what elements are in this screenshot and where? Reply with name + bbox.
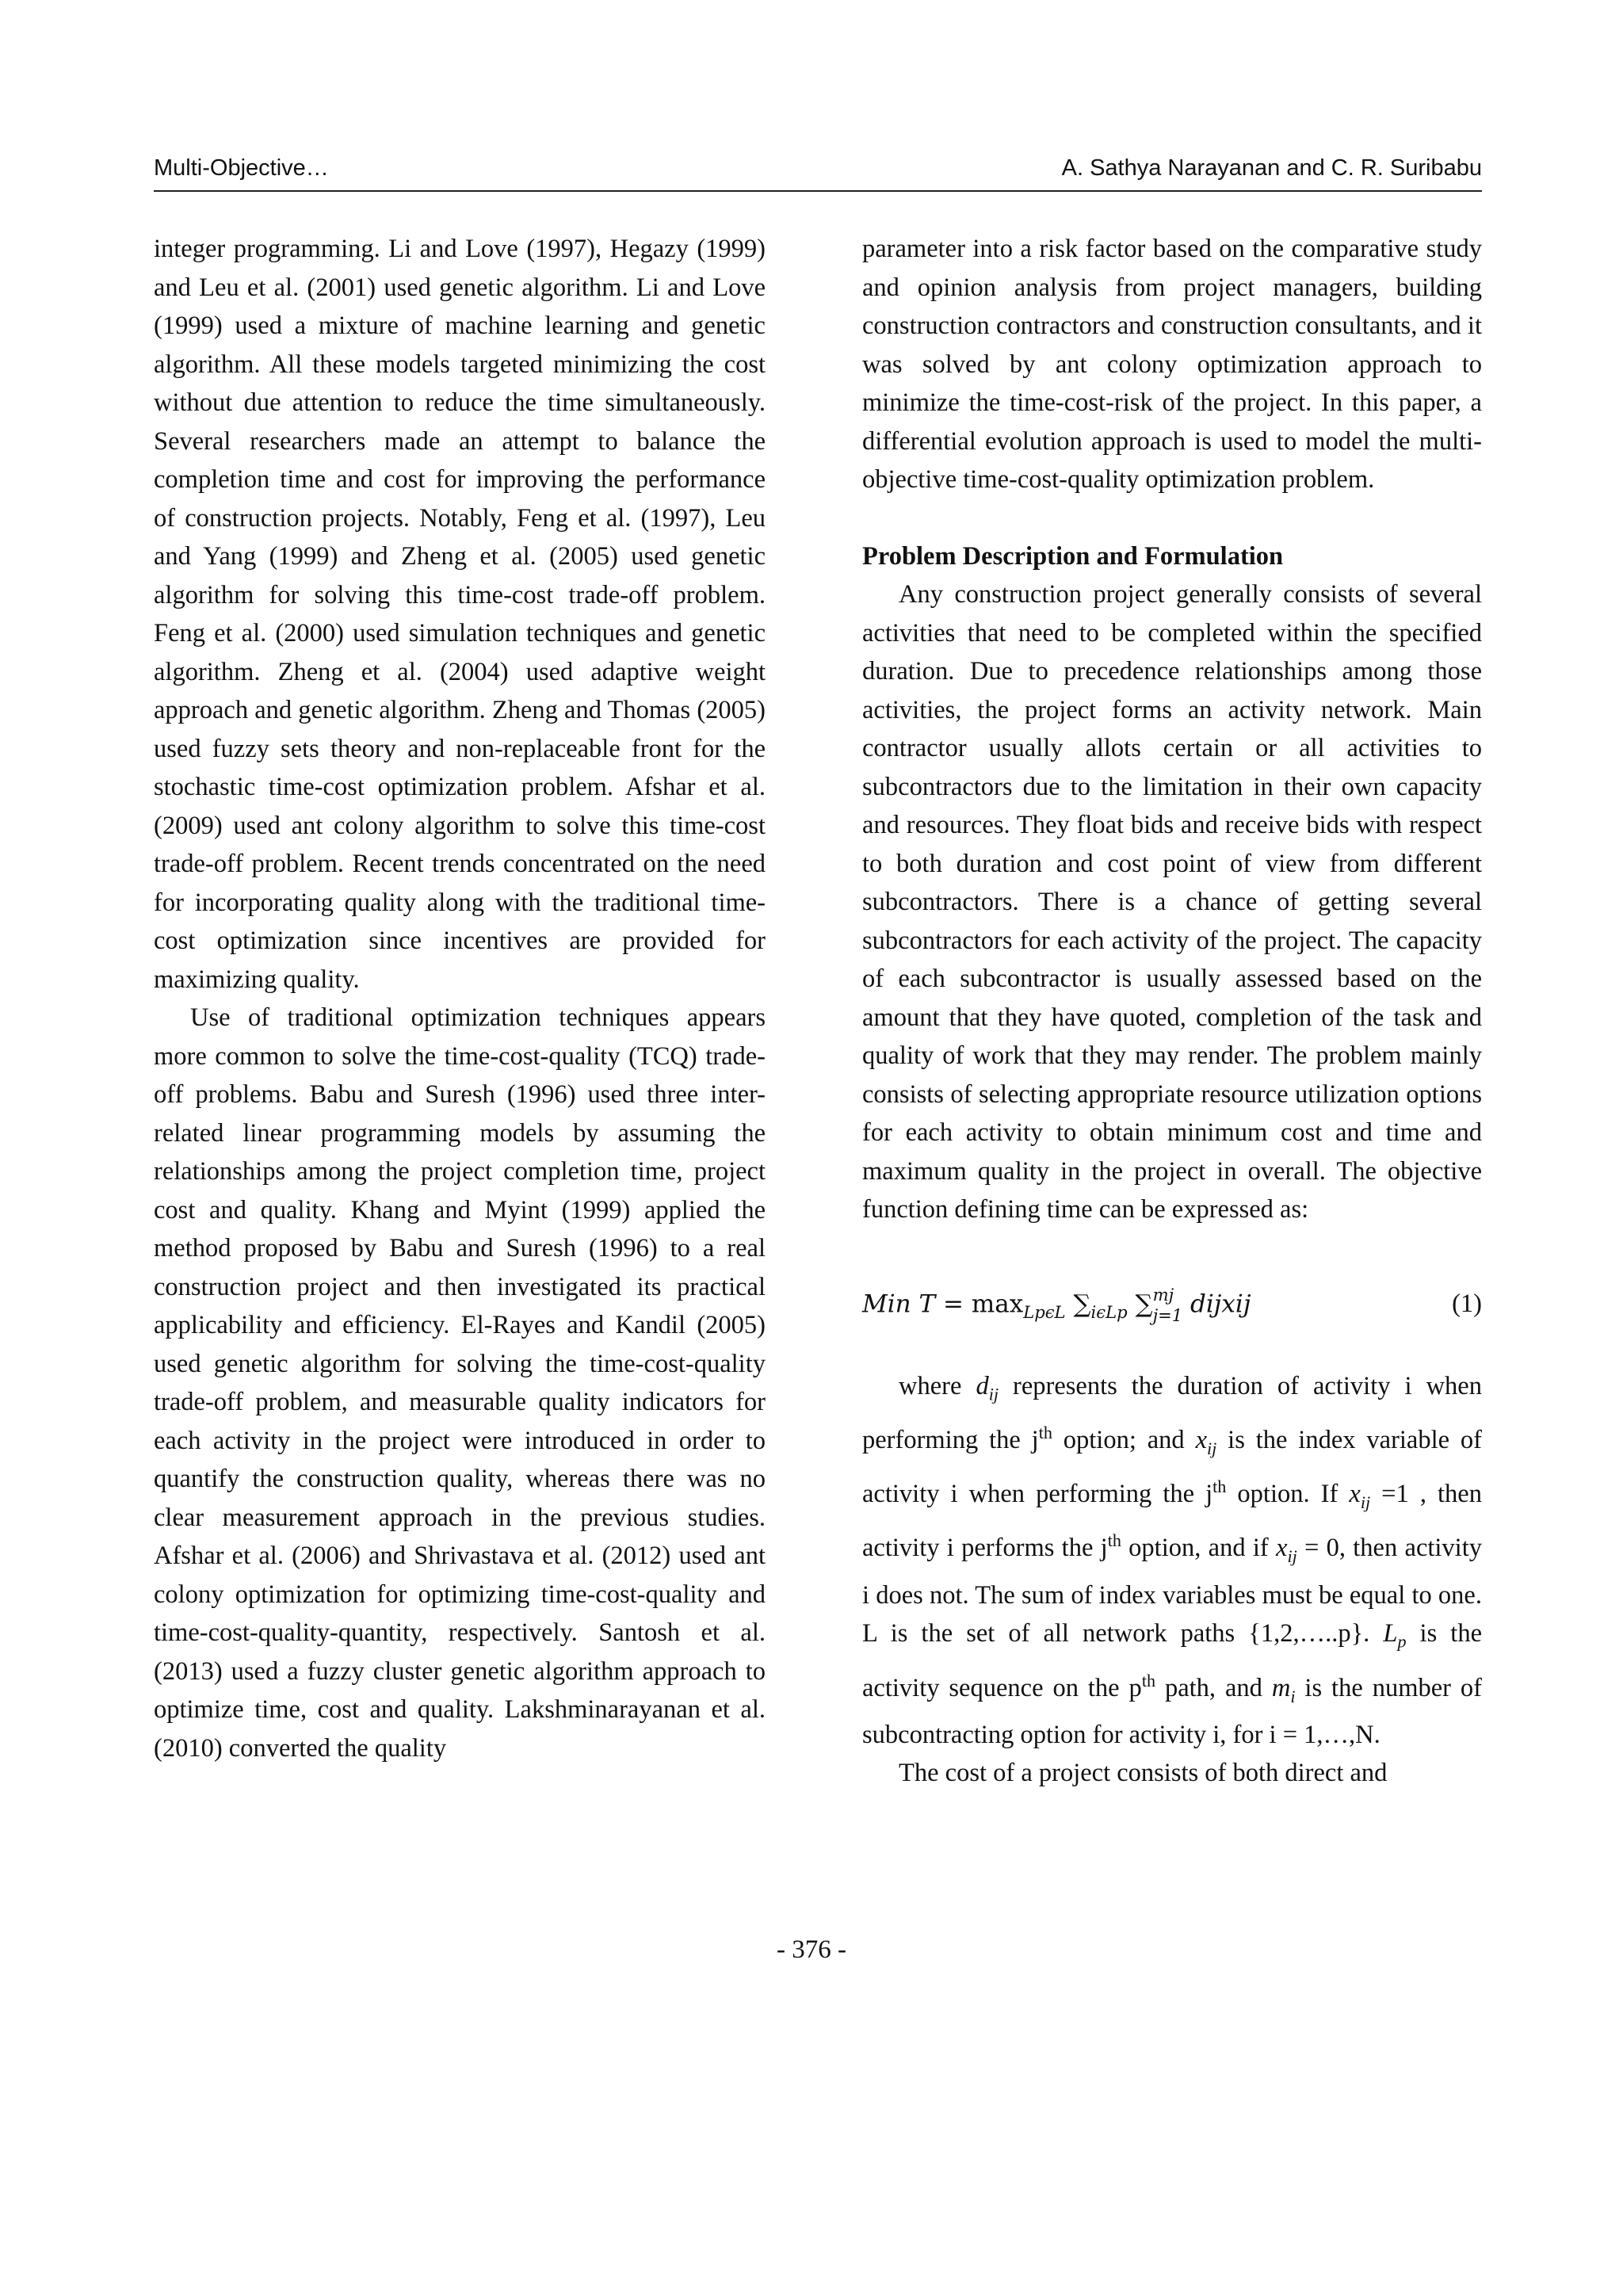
equation-expression (862, 1285, 1251, 1331)
eq-max: max (971, 1289, 1024, 1318)
eq-sum-1-sub: iϵLp (1090, 1301, 1128, 1322)
right-paragraph-4: The cost of a project consists of both direct and (899, 1759, 1388, 1788)
section-heading: Problem Description and Formulation (862, 541, 1284, 571)
equation-1 (862, 1261, 1482, 1348)
running-header (154, 155, 1482, 192)
eq-sum-2-sup: mj (1152, 1284, 1174, 1305)
right-column (862, 230, 1482, 1793)
equation-number: (1) (1452, 1289, 1482, 1318)
right-paragraph-2: Any construction project generally consists of several activities that need to be completed within the specified duration. Due to precedence relationships among those activities, the project forms an activity network. Main contractor usually allots certain or all activities to subcontractors due to the limitation in their own capacity and resources. They float bids and receive bids with respect to both duration and cost point of view from different subcontractors. There is a chance of getting several subcontractors for each activity of the project. The capacity of each subcontractor is usually assessed based on the amount that they have quoted, completion of the task and quality of work that they may render. The problem mainly consists of selecting appropriate resource utilization options for each activity to obtain minimum cost and time and maximum quality in the project in overall. The objective function defining time can be expressed as: (862, 580, 1482, 1224)
left-column (154, 230, 766, 1767)
left-paragraph-2: Use of traditional optimization techniques appears more common to solve the time-cost-quality (TCQ) trade-off problems. Babu and Suresh (1996) used three inter-related linear programming models by assuming the relationships among the project completion time, project cost and quality. Khang and Myint (1999) applied the method proposed by Babu and Suresh (1996) to a real construction project and then investigated its practical applicability and efficiency. El-Rayes and Kandil (2005) used genetic algorithm for solving the time-cost-quality trade-off problem, and measurable quality indicators for each activity in the project were introduced in order to quantify the construction quality, whereas there was no clear measurement approach in the previous studies. Afshar et al. (2006) and Shrivastava et al. (2012) used ant colony optimization for optimizing time-cost-quality and time-cost-quality-quantity, respectively. Santosh et al. (2013) used a fuzzy cluster genetic algorithm approach to optimize time, cost and quality. Lakshminarayanan et al. (2010) converted the quality (154, 1003, 766, 1763)
page-number: - 376 - (777, 1935, 846, 1964)
eq-max-sub: LpϵL (1023, 1301, 1066, 1322)
eq-sum-2: ∑ (1135, 1289, 1153, 1318)
left-paragraph-1: integer programming. Li and Love (1997), Hegazy (1999) and Leu et al. (2001) used genetic algorithm. Li and Love (1999) used a mixture of machine learning and genetic algorithm. All these models targeted minimizing the cost without due attention to reduce the time simultaneously. Several researchers made an attempt to balance the completion time and cost for improving the performance of construction projects. Notably, Feng et al. (1997), Leu and Yang (1999) and Zheng et al. (2005) used genetic algorithm for solving this time-cost trade-off problem. Feng et al. (2000) used simulation techniques and genetic algorithm. Zheng et al. (2004) used adaptive weight approach and genetic algorithm. Zheng and Thomas (2005) used fuzzy sets theory and non-replaceable front for the stochastic time-cost optimization problem. Afshar et al. (2009) used ant colony algorithm to solve this time-cost trade-off problem. Recent trends concentrated on the need for incorporating quality along with the traditional time-cost optimization since incentives are provided for maximizing quality. (154, 235, 766, 994)
right-paragraph-1: parameter into a risk factor based on the comparative study and opinion analysis from project managers, building construction contractors and construction consultants, and it was solved by ant colony optimization approach to minimize the time-cost-risk of the project. In this paper, a differential evolution approach is used to model the multi-objective time-cost-quality optimization problem. (862, 235, 1482, 494)
eq-equals: = (943, 1289, 964, 1318)
header-title: Multi-Objective… (154, 155, 329, 181)
header-authors: A. Sathya Narayanan and C. R. Suribabu (1061, 155, 1482, 181)
right-paragraph-3: where $d_{ij}$ represents the duration of activity i when performing the $j^{th}$ option; and $x_{ij}$ is the index variable of activity i when performing the $j^{th}$ option. If $x_{ij} =1$ , then activity i performs the $j^{th}$ option, and if $x_{ij} = 0$, then activity i does not. The sum of index variables must be equal to one. L is the set of all network paths {1,2,…..p}. $L_p$ is the activity sequence on the $p^{th}$ path, and $m_i$ is the number of subcontracting option for activity i, for i = 1,…,N. (862, 1371, 1483, 1749)
eq-lhs: Min T (862, 1289, 936, 1318)
eq-sum-1: ∑ (1073, 1289, 1091, 1318)
eq-term: dijxij (1190, 1289, 1251, 1318)
eq-sum-2-sub: j=1 (1152, 1305, 1183, 1325)
